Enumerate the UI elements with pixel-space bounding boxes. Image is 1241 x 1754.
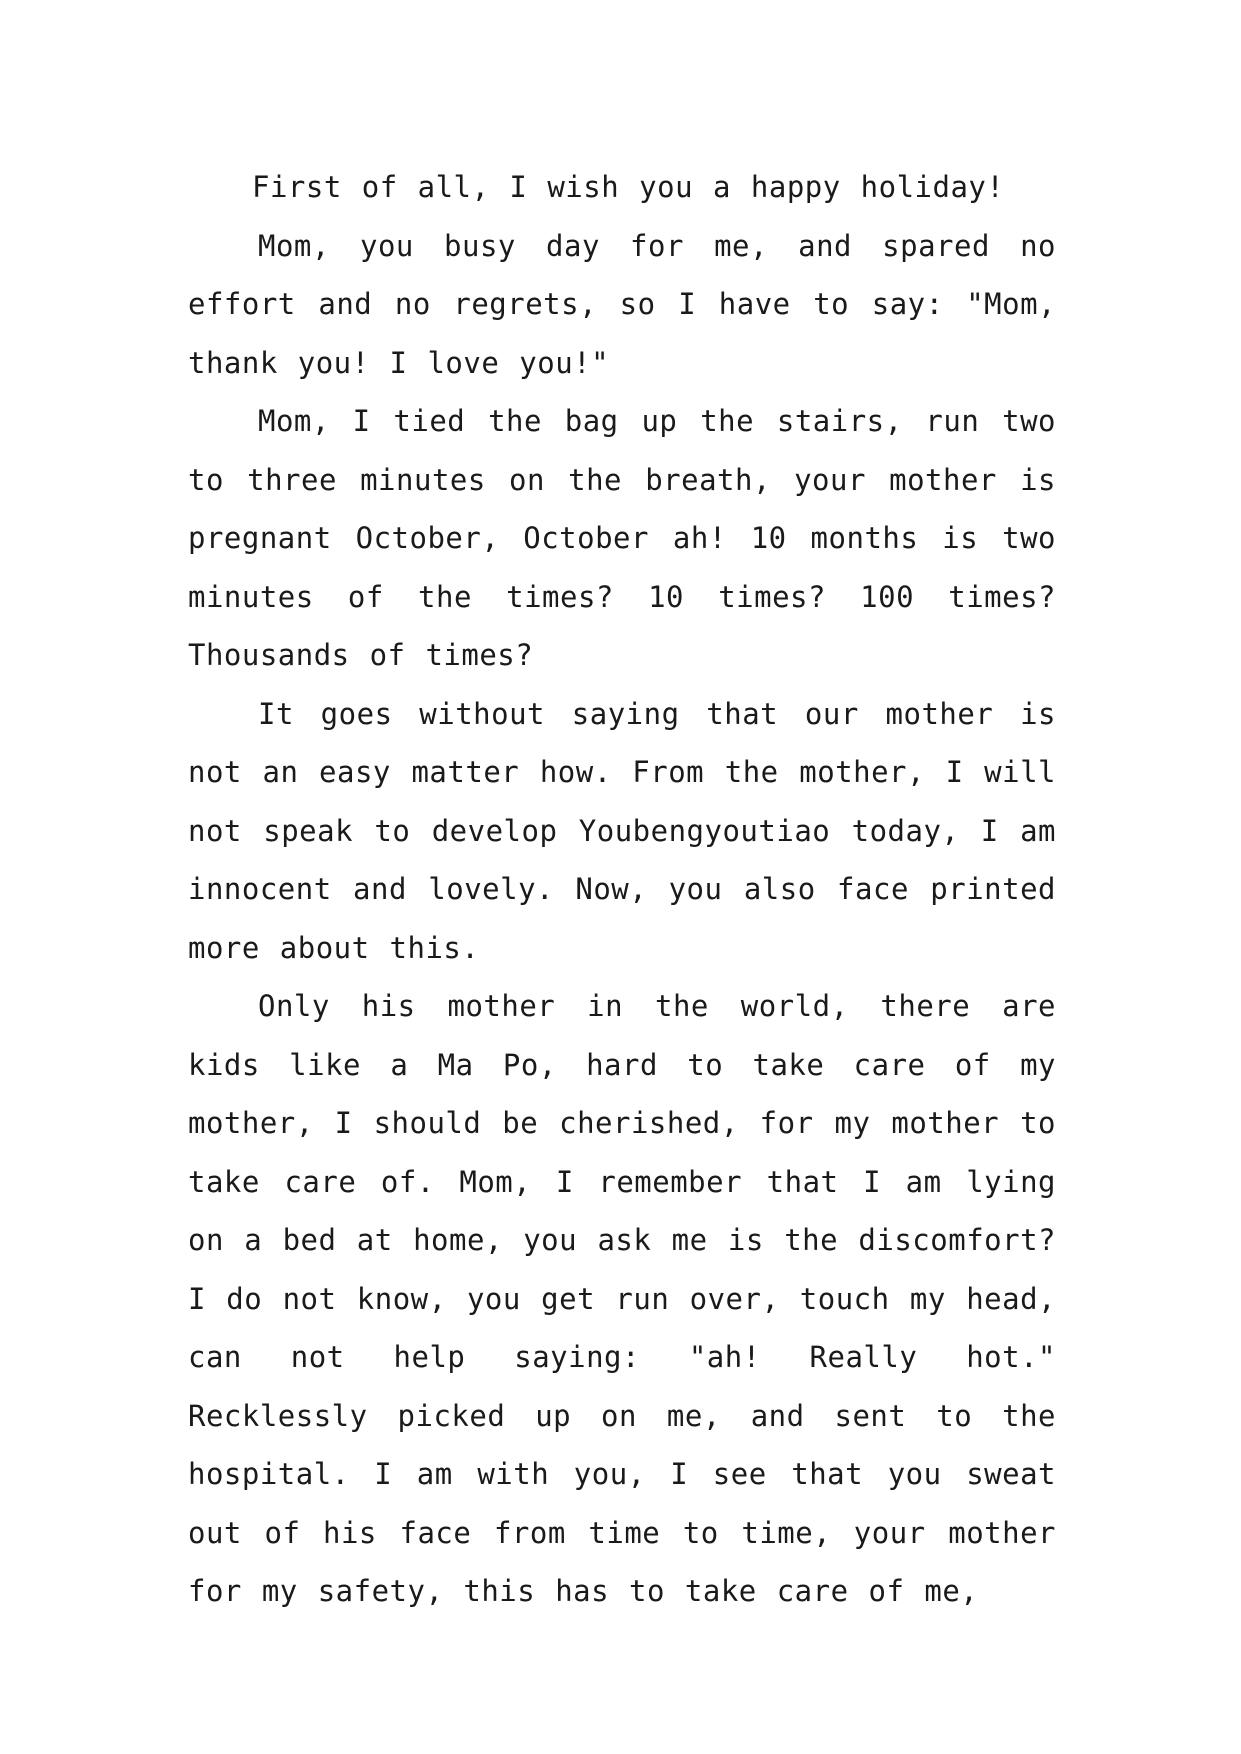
paragraph-hospital: Only his mother in the world, there are kids like a Ma Po, hard to take care of my mother, I should be cherished, for my mother to take care of. Mom, I remember that I am lying on a bed at home, you ask me is the discomfort? I do not know, you get run over, touch my head, can not help saying: "ah! Really hot." Recklessly picked up on me, and sent to the hospital. I am with you, I see that you sweat out of his face from time to time, your mother for my safety, this has to take care of me, [188, 989, 1056, 1608]
paragraph-thanks: Mom, you busy day for me, and spared no effort and no regrets, so I have to say: "Mom, thank you! I love you!" [188, 228, 1056, 380]
paragraph-easy-matter: It goes without saying that our mother is not an easy matter how. From the mother, I will not speak to develop Youbengyoutiao today, I am innocent and lovely. Now, you also face printed more about this. [188, 696, 1056, 965]
document-body [188, 158, 1056, 1621]
paragraph-stairs: Mom, I tied the bag up the stairs, run two to three minutes on the breath, your mother is pregnant October, October ah! 10 months is two minutes of the times? 10 times? 100 times? Thousands of times? [188, 404, 1056, 672]
paragraph-greeting: First of all, I wish you a happy holiday! [252, 170, 1005, 204]
